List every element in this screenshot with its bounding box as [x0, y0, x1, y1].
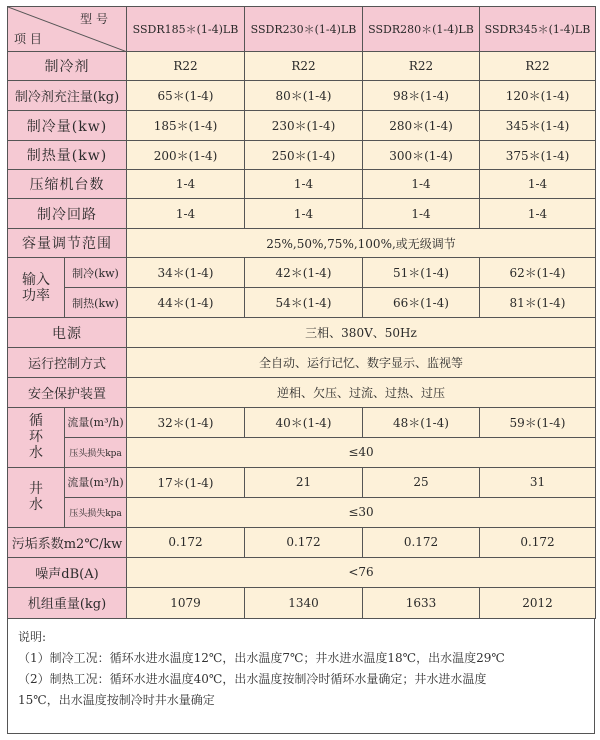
cooling-capacity-value: 185＊(1-4): [127, 111, 245, 141]
row-fouling: [8, 527, 596, 557]
refrigerant-value: R22: [245, 52, 363, 81]
row-circuits: [8, 199, 596, 229]
spec-table: [7, 6, 596, 619]
circ-water-flow-value: 59＊(1-4): [480, 407, 596, 437]
input-power-heating-value: 66＊(1-4): [363, 288, 480, 318]
well-water-flow-value: 21: [245, 467, 363, 497]
notes-line-2: （2）制热工况：循环水进水温度40℃，出水温度按制冷时循环水量确定；井水进水温度: [18, 672, 487, 686]
refrigerant-value: R22: [127, 52, 245, 81]
input-power-heating-value: 54＊(1-4): [245, 288, 363, 318]
row-input-power-cooling: [8, 258, 596, 288]
input-power-heating-value: 81＊(1-4): [480, 288, 596, 318]
model-header-1: SSDR185＊(1-4)LB: [127, 7, 245, 52]
row-well-water-flow: [8, 467, 596, 497]
notes-section: [7, 619, 595, 734]
charge-value: 120＊(1-4): [480, 81, 596, 111]
item-header-label: 项 目: [14, 32, 42, 47]
row-noise: [8, 557, 596, 587]
noise-label: 噪声dB(A): [8, 557, 127, 587]
charge-label: 制冷剂充注量(kg): [8, 81, 127, 111]
fouling-value: 0.172: [480, 527, 596, 557]
row-circ-water-pressure: [8, 437, 596, 467]
capacity-range-value: 25%,50%,75%,100%,或无级调节: [127, 229, 596, 258]
well-water-flow-value: 25: [363, 467, 480, 497]
compressors-value: 1-4: [245, 170, 363, 199]
input-power-cooling-value: 51＊(1-4): [363, 258, 480, 288]
cooling-capacity-label: 制冷量(kw): [8, 111, 127, 141]
cooling-capacity-value: 230＊(1-4): [245, 111, 363, 141]
row-charge: [8, 81, 596, 111]
fouling-value: 0.172: [363, 527, 480, 557]
circuits-value: 1-4: [127, 199, 245, 229]
row-heating-capacity: [8, 141, 596, 170]
row-control-mode: [8, 348, 596, 378]
well-water-char: 井: [29, 481, 43, 498]
fouling-value: 0.172: [127, 527, 245, 557]
well-water-flow-value: 17＊(1-4): [127, 467, 245, 497]
fouling-label: 污垢系数m2℃/kw: [8, 527, 127, 557]
refrigerant-label: 制冷剂: [8, 52, 127, 81]
row-compressors: [8, 170, 596, 199]
cooling-capacity-value: 345＊(1-4): [480, 111, 596, 141]
compressors-value: 1-4: [127, 170, 245, 199]
circ-water-flow-value: 40＊(1-4): [245, 407, 363, 437]
header-corner-cell: [8, 7, 127, 52]
charge-value: 98＊(1-4): [363, 81, 480, 111]
notes-line-3: 15℃，出水温度按制冷时井水量确定: [18, 693, 215, 707]
noise-value: <76: [127, 557, 596, 587]
input-power-label: [8, 258, 65, 318]
notes-title: 说明:: [18, 630, 47, 644]
well-water-flow-value: 31: [480, 467, 596, 497]
fouling-value: 0.172: [245, 527, 363, 557]
protection-value: 逆相、欠压、过流、过热、过压: [127, 378, 596, 408]
circuits-value: 1-4: [363, 199, 480, 229]
heating-capacity-value: 250＊(1-4): [245, 141, 363, 170]
circ-water-flow-label: 流量(m³/h): [65, 407, 127, 437]
control-mode-value: 全自动、运行记忆、数字显示、监视等: [127, 348, 596, 378]
compressors-value: 1-4: [363, 170, 480, 199]
protection-label: 安全保护装置: [8, 378, 127, 408]
model-header-label: 型 号: [80, 12, 108, 26]
cooling-capacity-value: 280＊(1-4): [363, 111, 480, 141]
circuits-label: 制冷回路: [8, 199, 127, 229]
refrigerant-value: R22: [363, 52, 480, 81]
input-power-label-line2: 功率: [22, 287, 50, 304]
charge-value: 65＊(1-4): [127, 81, 245, 111]
well-water-label: [8, 467, 65, 527]
heating-capacity-value: 300＊(1-4): [363, 141, 480, 170]
circ-water-char: 环: [29, 429, 43, 446]
power-supply-value: 三相、380V、50Hz: [127, 318, 596, 348]
model-header-3: SSDR280＊(1-4)LB: [363, 7, 480, 52]
charge-value: 80＊(1-4): [245, 81, 363, 111]
heating-capacity-value: 200＊(1-4): [127, 141, 245, 170]
row-refrigerant: [8, 52, 596, 81]
power-supply-label: 电源: [8, 318, 127, 348]
row-input-power-heating: [8, 288, 596, 318]
input-power-cooling-value: 62＊(1-4): [480, 258, 596, 288]
input-power-heating-label: 制热(kw): [65, 288, 127, 318]
weight-value: 1340: [245, 587, 363, 618]
weight-value: 1079: [127, 587, 245, 618]
model-header-4: SSDR345＊(1-4)LB: [480, 7, 596, 52]
input-power-heating-value: 44＊(1-4): [127, 288, 245, 318]
heating-capacity-value: 375＊(1-4): [480, 141, 596, 170]
circ-water-flow-value: 48＊(1-4): [363, 407, 480, 437]
input-power-cooling-value: 42＊(1-4): [245, 258, 363, 288]
weight-label: 机组重量(kg): [8, 587, 127, 618]
input-power-cooling-value: 34＊(1-4): [127, 258, 245, 288]
well-water-char: 水: [29, 497, 43, 514]
model-header-2: SSDR230＊(1-4)LB: [245, 7, 363, 52]
notes-line-1: （1）制冷工况：循环水进水温度12℃，出水温度7℃；井水进水温度18℃，出水温度29℃: [18, 651, 505, 665]
row-capacity-range: [8, 229, 596, 258]
row-cooling-capacity: [8, 111, 596, 141]
control-mode-label: 运行控制方式: [8, 348, 127, 378]
well-water-pressure-label: 压头损失kpa: [65, 497, 127, 527]
row-power-supply: [8, 318, 596, 348]
row-weight: [8, 587, 596, 618]
circ-water-char: 循: [29, 413, 43, 430]
circ-water-label: [8, 407, 65, 467]
weight-value: 2012: [480, 587, 596, 618]
circuits-value: 1-4: [245, 199, 363, 229]
circ-water-pressure-label: 压头损失kpa: [65, 437, 127, 467]
weight-value: 1633: [363, 587, 480, 618]
input-power-label-line1: 输入: [22, 271, 50, 288]
input-power-cooling-label: 制冷(kw): [65, 258, 127, 288]
row-well-water-pressure: [8, 497, 596, 527]
well-water-pressure-value: ≤30: [127, 497, 596, 527]
circ-water-flow-value: 32＊(1-4): [127, 407, 245, 437]
heating-capacity-label: 制热量(kw): [8, 141, 127, 170]
row-circ-water-flow: [8, 407, 596, 437]
refrigerant-value: R22: [480, 52, 596, 81]
circ-water-char: 水: [29, 445, 43, 462]
compressors-label: 压缩机台数: [8, 170, 127, 199]
compressors-value: 1-4: [480, 170, 596, 199]
well-water-flow-label: 流量(m³/h): [65, 467, 127, 497]
row-protection: [8, 378, 596, 408]
circ-water-pressure-value: ≤40: [127, 437, 596, 467]
capacity-range-label: 容量调节范围: [8, 229, 127, 258]
circuits-value: 1-4: [480, 199, 596, 229]
header-row: [8, 7, 596, 52]
